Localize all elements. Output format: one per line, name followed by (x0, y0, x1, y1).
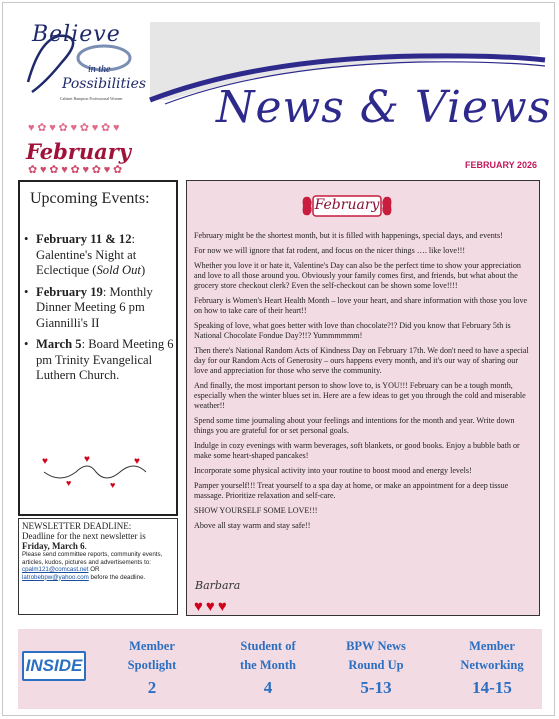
news-paragraph: Then there's National Random Acts of Kindness Day on February 17th. We don't need to have a special day for our Random Acts of Generosity – ours happens every month, and it's our way of sharing our love and appreciation for those who serve the community. (194, 346, 529, 375)
toc-item-student-of-month[interactable]: Student of the Month 4 (240, 639, 296, 697)
svg-text:♥: ♥ (42, 456, 48, 467)
news-paragraph: Above all stay warm and stay safe!! (194, 521, 311, 530)
upcoming-events-title: Upcoming Events: (30, 190, 150, 207)
email-link-2[interactable]: latrobebpw@yahoo.com (22, 573, 89, 581)
february-badge-label: February (314, 197, 380, 213)
news-paragraph: Whether you love it or hate it, Valentine's Day can also be the perfect time to show your appreciation and love to all those around you. Obviously your family comes first, and friends, but what about the grocery store checkout clerk? Even the self-checkout can be shown some love!!!! (194, 261, 521, 290)
events-list (36, 232, 174, 390)
svg-text:♥: ♥ (134, 456, 140, 467)
news-paragraph: Incorporate some physical activity into your routine to boost mood and energy levels! (194, 466, 472, 475)
news-paragraph: For now we will ignore that fat rodent, and focus on the nicer things …. like love!!! (194, 246, 466, 255)
deadline-details: Please send committee reports, community events, articles, kudos, pictures and advertisements to: cpalm121@comcast.net OR latrobebpw@yahoo.com before the deadline. (22, 551, 163, 581)
svg-text:✿ ♥ ✿ ♥ ✿ ♥ ✿ ♥ ✿: ✿ ♥ ✿ ♥ ✿ ♥ ✿ ♥ ✿ (28, 164, 123, 176)
logo (22, 22, 172, 112)
event-item: • February 11 & 12: Galentine's Night at Eclectique (Sold Out) (36, 232, 174, 279)
news-paragraph: February is Women's Heart Health Month – love your heart, and share information with those you love on how to take care of their heart!! (194, 296, 528, 315)
deadline-heading: NEWSLETTER DEADLINE: (22, 521, 132, 531)
february-art-label: February (26, 139, 132, 164)
upcoming-events-box (18, 180, 178, 516)
masthead-title: News & Views (216, 82, 552, 133)
hearts-string-decoration (40, 450, 150, 490)
news-paragraph: February might be the shortest month, but it is filled with happenings, special days, and events! (194, 231, 503, 240)
event-item: • March 5: Board Meeting 6 pm Trinity Evangelical Luthern Church. (36, 337, 174, 384)
toc-item-member-spotlight[interactable]: Member Spotlight 2 (127, 639, 177, 697)
deadline-line: Deadline for the next newsletter is (22, 531, 146, 541)
svg-text:♥: ♥ (66, 478, 72, 488)
svg-text:♥: ♥ (84, 454, 90, 465)
logo-believe: Believe (32, 22, 121, 47)
news-paragraph: Pamper yourself!!! Treat yourself to a spa day at home, or make an appointment for a deep tissue massage. Prioritize relaxation and self-care. (194, 481, 509, 500)
logo-possibilities: Possibilities (62, 76, 147, 92)
news-body (194, 231, 530, 536)
news-paragraph: SHOW YOURSELF SOME LOVE!!! (194, 506, 318, 515)
news-paragraph: And finally, the most important person to show love to, is YOU!!! February can be a tough month, especially when the winter blues set in. Here are a few ideas to get you through the cold and miserable weather!! (194, 381, 526, 410)
signature: Barbara (195, 579, 241, 592)
deadline-date: Friday, March 6. (22, 541, 87, 551)
heart-icons: ♥♥♥ (194, 599, 230, 615)
inside-label: INSIDE (25, 656, 83, 675)
toc-item-member-networking[interactable]: Member Networking 14-15 (460, 639, 524, 697)
news-paragraph: Indulge in cozy evenings with warm beverages, soft blankets, or good books. Enjoy a bubble bath or make some heart-shaped pancakes! (194, 441, 520, 460)
inside-footer (18, 629, 542, 709)
issue-date: FEBRUARY 2026 (464, 160, 537, 170)
news-panel (186, 180, 540, 616)
february-art (20, 117, 150, 177)
svg-text:♥ ✿ ♥ ✿ ♥ ✿ ♥ ✿ ♥: ♥ ✿ ♥ ✿ ♥ ✿ ♥ ✿ ♥ (28, 122, 120, 134)
news-paragraph: Speaking of love, what goes better with love than chocolate?!? Did you know that February 5th is National Chocolate Fondue Day?!!? Yummmmmm! (194, 321, 511, 340)
newsletter-deadline-box (18, 518, 178, 615)
svg-text:♥: ♥ (110, 480, 116, 490)
news-paragraph: Spend some time journaling about your feelings and intentions for the month and year. Write down things you are grateful for or set personal goals. (194, 416, 515, 435)
event-item: • February 19: Monthly Dinner Meeting 6 pm Giannilli's II (36, 285, 174, 332)
email-link-1[interactable]: cpalm121@comcast.net (22, 566, 89, 573)
inside-label-box (22, 651, 86, 681)
logo-tagline: Cabinet Hampton Professional Women (60, 96, 123, 101)
toc-item-bpw-news[interactable]: BPW News Round Up 5-13 (346, 639, 406, 697)
logo-in-the: in the (88, 64, 111, 75)
